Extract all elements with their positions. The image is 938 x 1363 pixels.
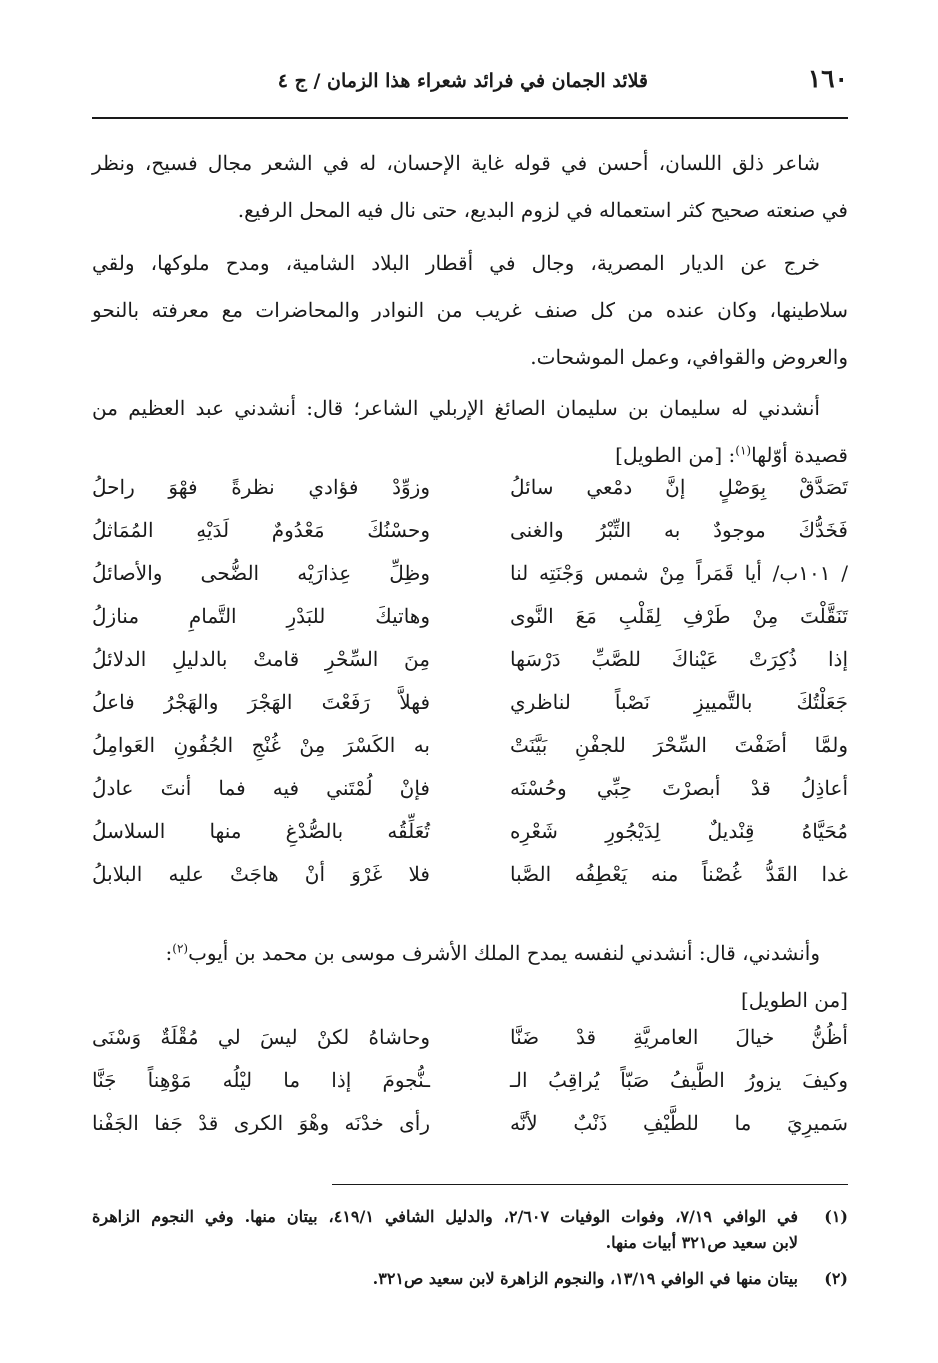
verse-ajuz: وظِلِّ عِذارَيْه الضُّحى والأصائلُ <box>92 561 430 585</box>
header-rule <box>92 117 848 119</box>
verse <box>92 819 848 861</box>
verse-sadr: إذا ذُكِرَتْ عَيْناكَ للصَّبِّ دَرْسَها <box>510 647 848 671</box>
verse-ajuz: مِنَ السِّحْرِ قامتْ بالدليلِ الدلائلُ <box>92 647 430 671</box>
verse-ajuz: به الكَسْرَ مِنْ غُنْجِ الجُفُونِ العَوامِلُ <box>92 733 430 757</box>
paragraph-colon: : <box>165 941 173 965</box>
verse-sadr: أظُنُّ خيالَ العامريَّةِ قدْ ضَنَّا <box>510 1025 848 1049</box>
verse-sadr: وكيفَ يزورُ الطَّيفُ صَبّاً يُراقِبُ الـ <box>510 1068 848 1092</box>
paragraph-line: شاعر ذلق اللسان، أحسن في قوله غاية الإحسان، له في الشعر مجال فسيح، ونظر <box>92 151 820 175</box>
paragraph-line: سلاطينها، وكان عنده من كل صنف غريب من النوادر والمحاضرات مع معرفته بالنحو <box>92 298 848 322</box>
verse-sadr: أعاذِلُ قدْ أبصرْتَ حِبِّي وحُسْنَه <box>510 776 848 800</box>
paragraph-line: والعروض والقوافي، وعمل الموشحات. <box>530 345 848 369</box>
paragraph-4 <box>92 930 848 1024</box>
verse-sadr: غدا القَدُّ غُصْناً منه يَعْطِفُه الصَّبا <box>510 862 848 886</box>
verse-ajuz: فلا غَرْوَ أنْ هاجَتْ عليه البلابلُ <box>92 862 430 886</box>
paragraph-text: قصيدة أوّلها <box>751 443 848 467</box>
verse-ajuz: فإنْ لُمْتَني فيه فما أنتَ عادلُ <box>92 776 430 800</box>
meter-label: [من الطويل] <box>740 988 848 1012</box>
footnote-rule <box>332 1184 848 1185</box>
footnote-text <box>92 1204 798 1256</box>
paragraph-3 <box>92 385 848 479</box>
footnote-line: في الوافي ٧/١٩، وفوات الوفيات ٢/٦٠٧، والدليل الشافي ٤١٩/١، بيتان منها. وفي النجوم الزاهرة <box>92 1207 799 1226</box>
footnote-line: بيتان منها في الوافي ١٣/١٩، والنجوم الزاهرة لابن سعيد ص٣٢١. <box>372 1269 798 1288</box>
verse <box>92 1025 848 1067</box>
footnote-ref-2[interactable]: (٢) <box>172 941 189 956</box>
verse-sadr: ولمَّا أضَفْتَ السِّحْرَ للجفْنِ بَيَّنَتْ <box>510 733 848 757</box>
paragraph-2 <box>92 240 848 381</box>
verse <box>92 1111 848 1153</box>
page-number: ١٦٠ <box>807 64 848 93</box>
footnote-number: (٢) <box>824 1269 848 1288</box>
verse <box>92 1068 848 1110</box>
verse-ajuz: رأى خدْنَه وهْوَ الكرى قدْ جَفا الجَفْنا <box>92 1111 430 1135</box>
verse <box>92 518 848 560</box>
verse <box>92 862 848 904</box>
verse-ajuz: تُعَلِّقُه بالصُّدْغِ منها السلاسلُ <box>92 819 430 843</box>
verse-sadr: جَعَلْتُكَ بالتَّمييزِ نَصْباً لناظري <box>510 690 848 714</box>
verse-ajuz: وحسْنُكَ مَعْدُومٌ لَدَيْهِ المُمَاثلُ <box>92 518 430 542</box>
paragraph-last-line <box>92 432 848 479</box>
verse <box>92 475 848 517</box>
running-title: قلائد الجمان في فرائد شعراء هذا الزمان / ج ٤ <box>277 70 648 92</box>
verse-ajuz: فهلاَّ رَفَعْتَ الهَجْرَ والهَجْرُ فاعلُ <box>92 690 430 714</box>
footnote-ref-1[interactable]: (١) <box>735 443 752 458</box>
footnote-text <box>92 1266 798 1292</box>
verse-ajuz: وحاشاهُ لكنْ ليسَ لي مُقْلَةٌ وَسْنَى <box>92 1025 430 1049</box>
footnote-line: لابن سعيد ص٣٢١ أبيات منها. <box>605 1233 798 1252</box>
verse-ajuz: وهاتيكَ للبَدْرِ التَّمامِ منازلُ <box>92 604 430 628</box>
paragraph-line <box>92 930 848 977</box>
footnote-1 <box>92 1204 848 1256</box>
footnote-2 <box>92 1266 848 1292</box>
verse <box>92 604 848 646</box>
verse <box>92 776 848 818</box>
paragraph-1 <box>92 140 848 234</box>
verse-ajuz: وزوِّدْ فؤادي نظرةً فهْوَ راحلُ <box>92 475 430 499</box>
verse-sadr: فَخَدُّكَ موجودٌ به التِّبْرُ والغنى <box>510 518 848 542</box>
verse <box>92 690 848 732</box>
verse <box>92 647 848 689</box>
paragraph-line: خرج عن الديار المصرية، وجال في أقطار البلاد الشامية، ومدح ملوكها، ولقي <box>92 251 820 275</box>
footnote-number: (١) <box>824 1207 848 1226</box>
verse-sadr: تَصَدَّقْ بِوَصْلٍ إنَّ دمْعي سائلُ <box>510 475 848 499</box>
verse-sadr: تَنَقَّلْتَ مِنْ طَرْفِ لِقَلْبِ مَعَ النَّوى <box>510 604 848 628</box>
paragraph-line: في صنعته صحيح كثر استعماله في لزوم البديع، حتى نال فيه المحل الرفيع. <box>237 198 848 222</box>
verse-ajuz: ـنُّجومَ إذا ما ليْلُه مَوْهِناً جَنَّا <box>92 1068 430 1092</box>
meter-label: : [من الطويل] <box>615 443 736 467</box>
verse-sadr: مُحَيَّاهُ قِنْديلٌ لِدَيْجُورِ شَعْرِه <box>510 819 848 843</box>
paragraph-line: أنشدني له سليمان بن سليمان الصائغ الإربلي الشاعر؛ قال: أنشدني عبد العظيم من <box>92 396 820 420</box>
verse-sadr: سَميرِيَ ما للطَّيْفِ ذَنْبٌ لأنَّه <box>510 1111 848 1135</box>
verse <box>92 733 848 775</box>
verse-sadr: / ١٠١ب/ أيا قَمَراً مِنْ شمس وَجْنَتِه لنا <box>510 561 848 585</box>
page-header <box>92 62 848 114</box>
verse <box>92 561 848 603</box>
paragraph-text: وأنشدني، قال: أنشدني لنفسه يمدح الملك الأشرف موسى بن محمد بن أيوب <box>188 941 820 965</box>
